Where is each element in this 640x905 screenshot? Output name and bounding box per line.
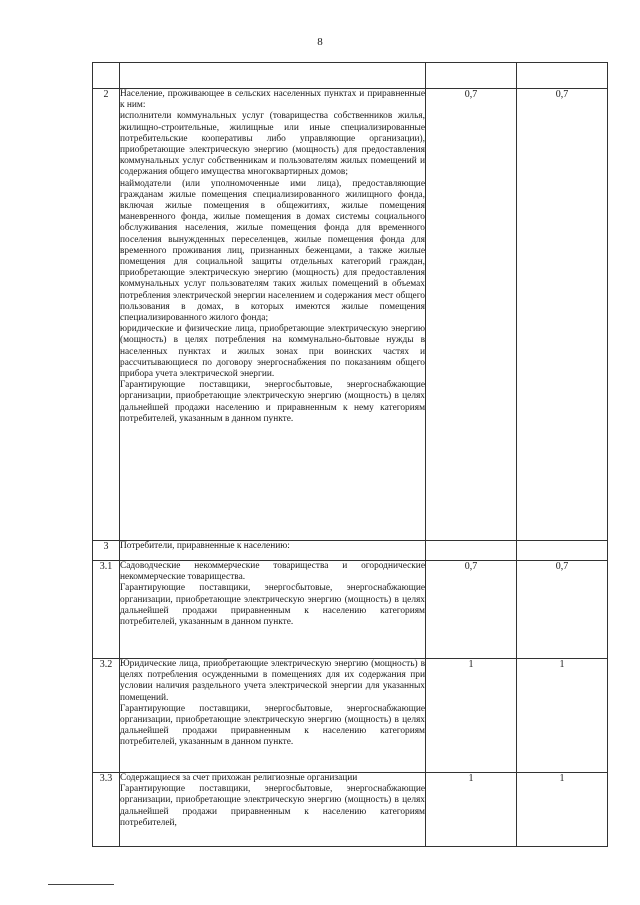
row-number: 3.1 <box>93 561 120 659</box>
coefficient-value-2 <box>517 541 608 561</box>
row-number: 2 <box>93 89 120 541</box>
table-row <box>93 89 608 541</box>
coefficient-value-2: 0,7 <box>517 89 608 541</box>
row-description <box>120 659 426 773</box>
coefficient-value-2 <box>517 63 608 89</box>
coefficient-value-2: 1 <box>517 659 608 773</box>
table-body <box>93 63 608 847</box>
row-number: 3.3 <box>93 773 120 847</box>
description-paragraph: Гарантирующие поставщики, энергосбытовые, энергоснабжающие организации, приобретающие электрическую энергию (мощность) в целях дальнейшей продажи населению и приравненным к нему категориям потребителей, указанным в данном пункте. <box>120 380 425 424</box>
footnote-rule <box>48 884 114 885</box>
coefficient-value-1 <box>426 63 517 89</box>
description-paragraph: исполнители коммунальных услуг (товарищества собственников жилья, жилищно-строительные, жилищные или иные специализированные потребительские кооперативы либо управляющие организации), приобретающие электрическую энергию (мощность) для предоставления коммунальных услуг собственникам и пользователям жилых помещений и содержания общего имущества многоквартирных домов; <box>120 111 425 178</box>
description-paragraph: Гарантирующие поставщики, энергосбытовые, энергоснабжающие организации, приобретающие электрическую энергию (мощность) в целях дальнейшей продажи приравненным к населению категориям потребителей, указанным в данном пункте. <box>120 703 425 748</box>
row-description <box>120 561 426 659</box>
description-paragraph: Население, проживающее в сельских населенных пунктах и приравненные к ним: <box>120 89 425 111</box>
row-description <box>120 773 426 847</box>
coefficient-value-1: 0,7 <box>426 89 517 541</box>
description-paragraph: Гарантирующие поставщики, энергосбытовые, энергоснабжающие организации, приобретающие электрическую энергию (мощность) в целях дальнейшей продажи приравненным к населению категориям потребителей, указанным в данном пункте. <box>120 583 425 628</box>
coefficient-value-1 <box>426 541 517 561</box>
coefficient-value-1: 1 <box>426 659 517 773</box>
tariff-table <box>92 62 608 847</box>
row-description <box>120 89 426 541</box>
table-row <box>93 659 608 773</box>
description-paragraph: Юридические лица, приобретающие электрическую энергию (мощность) в целях потребления осужденными в помещениях для их содержания при условии наличия раздельного учета электрической энергии для указанных помещений. <box>120 659 425 703</box>
table-row <box>93 63 608 89</box>
description-paragraph: Содержащиеся за счет прихожан религиозные организации <box>120 773 358 783</box>
coefficient-value-2: 1 <box>517 773 608 847</box>
row-description <box>120 63 426 89</box>
row-description <box>120 541 426 561</box>
page-number: 8 <box>317 36 323 48</box>
coefficient-value-1: 1 <box>426 773 517 847</box>
table-row <box>93 773 608 847</box>
table-row <box>93 561 608 659</box>
description-paragraph: Потребители, приравненные к населению: <box>120 541 290 551</box>
description-paragraph: юридические и физические лица, приобретающие электрическую энергию (мощность) в целях потребления на коммунально-бытовые нужды в населенных пунктах и жилых зонах при воинских частях и рассчитывающиеся по договору энергоснабжения по показаниям общего прибора учета электрической энергии. <box>120 324 425 380</box>
table-row <box>93 541 608 561</box>
coefficient-value-1: 0,7 <box>426 561 517 659</box>
description-paragraph: Садоводческие некоммерческие товарищества и огороднические некоммерческие товарищества. <box>120 561 425 583</box>
row-number: 3.2 <box>93 659 120 773</box>
description-paragraph: Гарантирующие поставщики, энергосбытовые, энергоснабжающие организации, приобретающие электрическую энергию (мощность) в целях дальнейшей продажи приравненным к населению категориям потребителей, <box>120 784 425 828</box>
description-paragraph: наймодатели (или уполномоченные ими лица), предоставляющие гражданам жилые помещения специализированного жилищного фонда, включая жилые помещения в общежитиях, жилые помещения маневренного фонда, жилые помещения в домах системы социального обслуживания населения, жилые помещения фонда для временного поселения вынужденных переселенцев, жилые помещения фонда для временного проживания лиц, признанных беженцами, а также жилые помещения для социальной защиты отдельных категорий граждан, приобретающие электрическую энергию (мощность) для предоставления коммунальных услуг пользователям таких жилых помещений в объемах потребления электрической энергии населением и содержания мест общего пользования в домах, в которых имеются жилые помещения специализированного жилого фонда; <box>120 178 425 324</box>
row-number: 3 <box>93 541 120 561</box>
coefficient-value-2: 0,7 <box>517 561 608 659</box>
row-number <box>93 63 120 89</box>
